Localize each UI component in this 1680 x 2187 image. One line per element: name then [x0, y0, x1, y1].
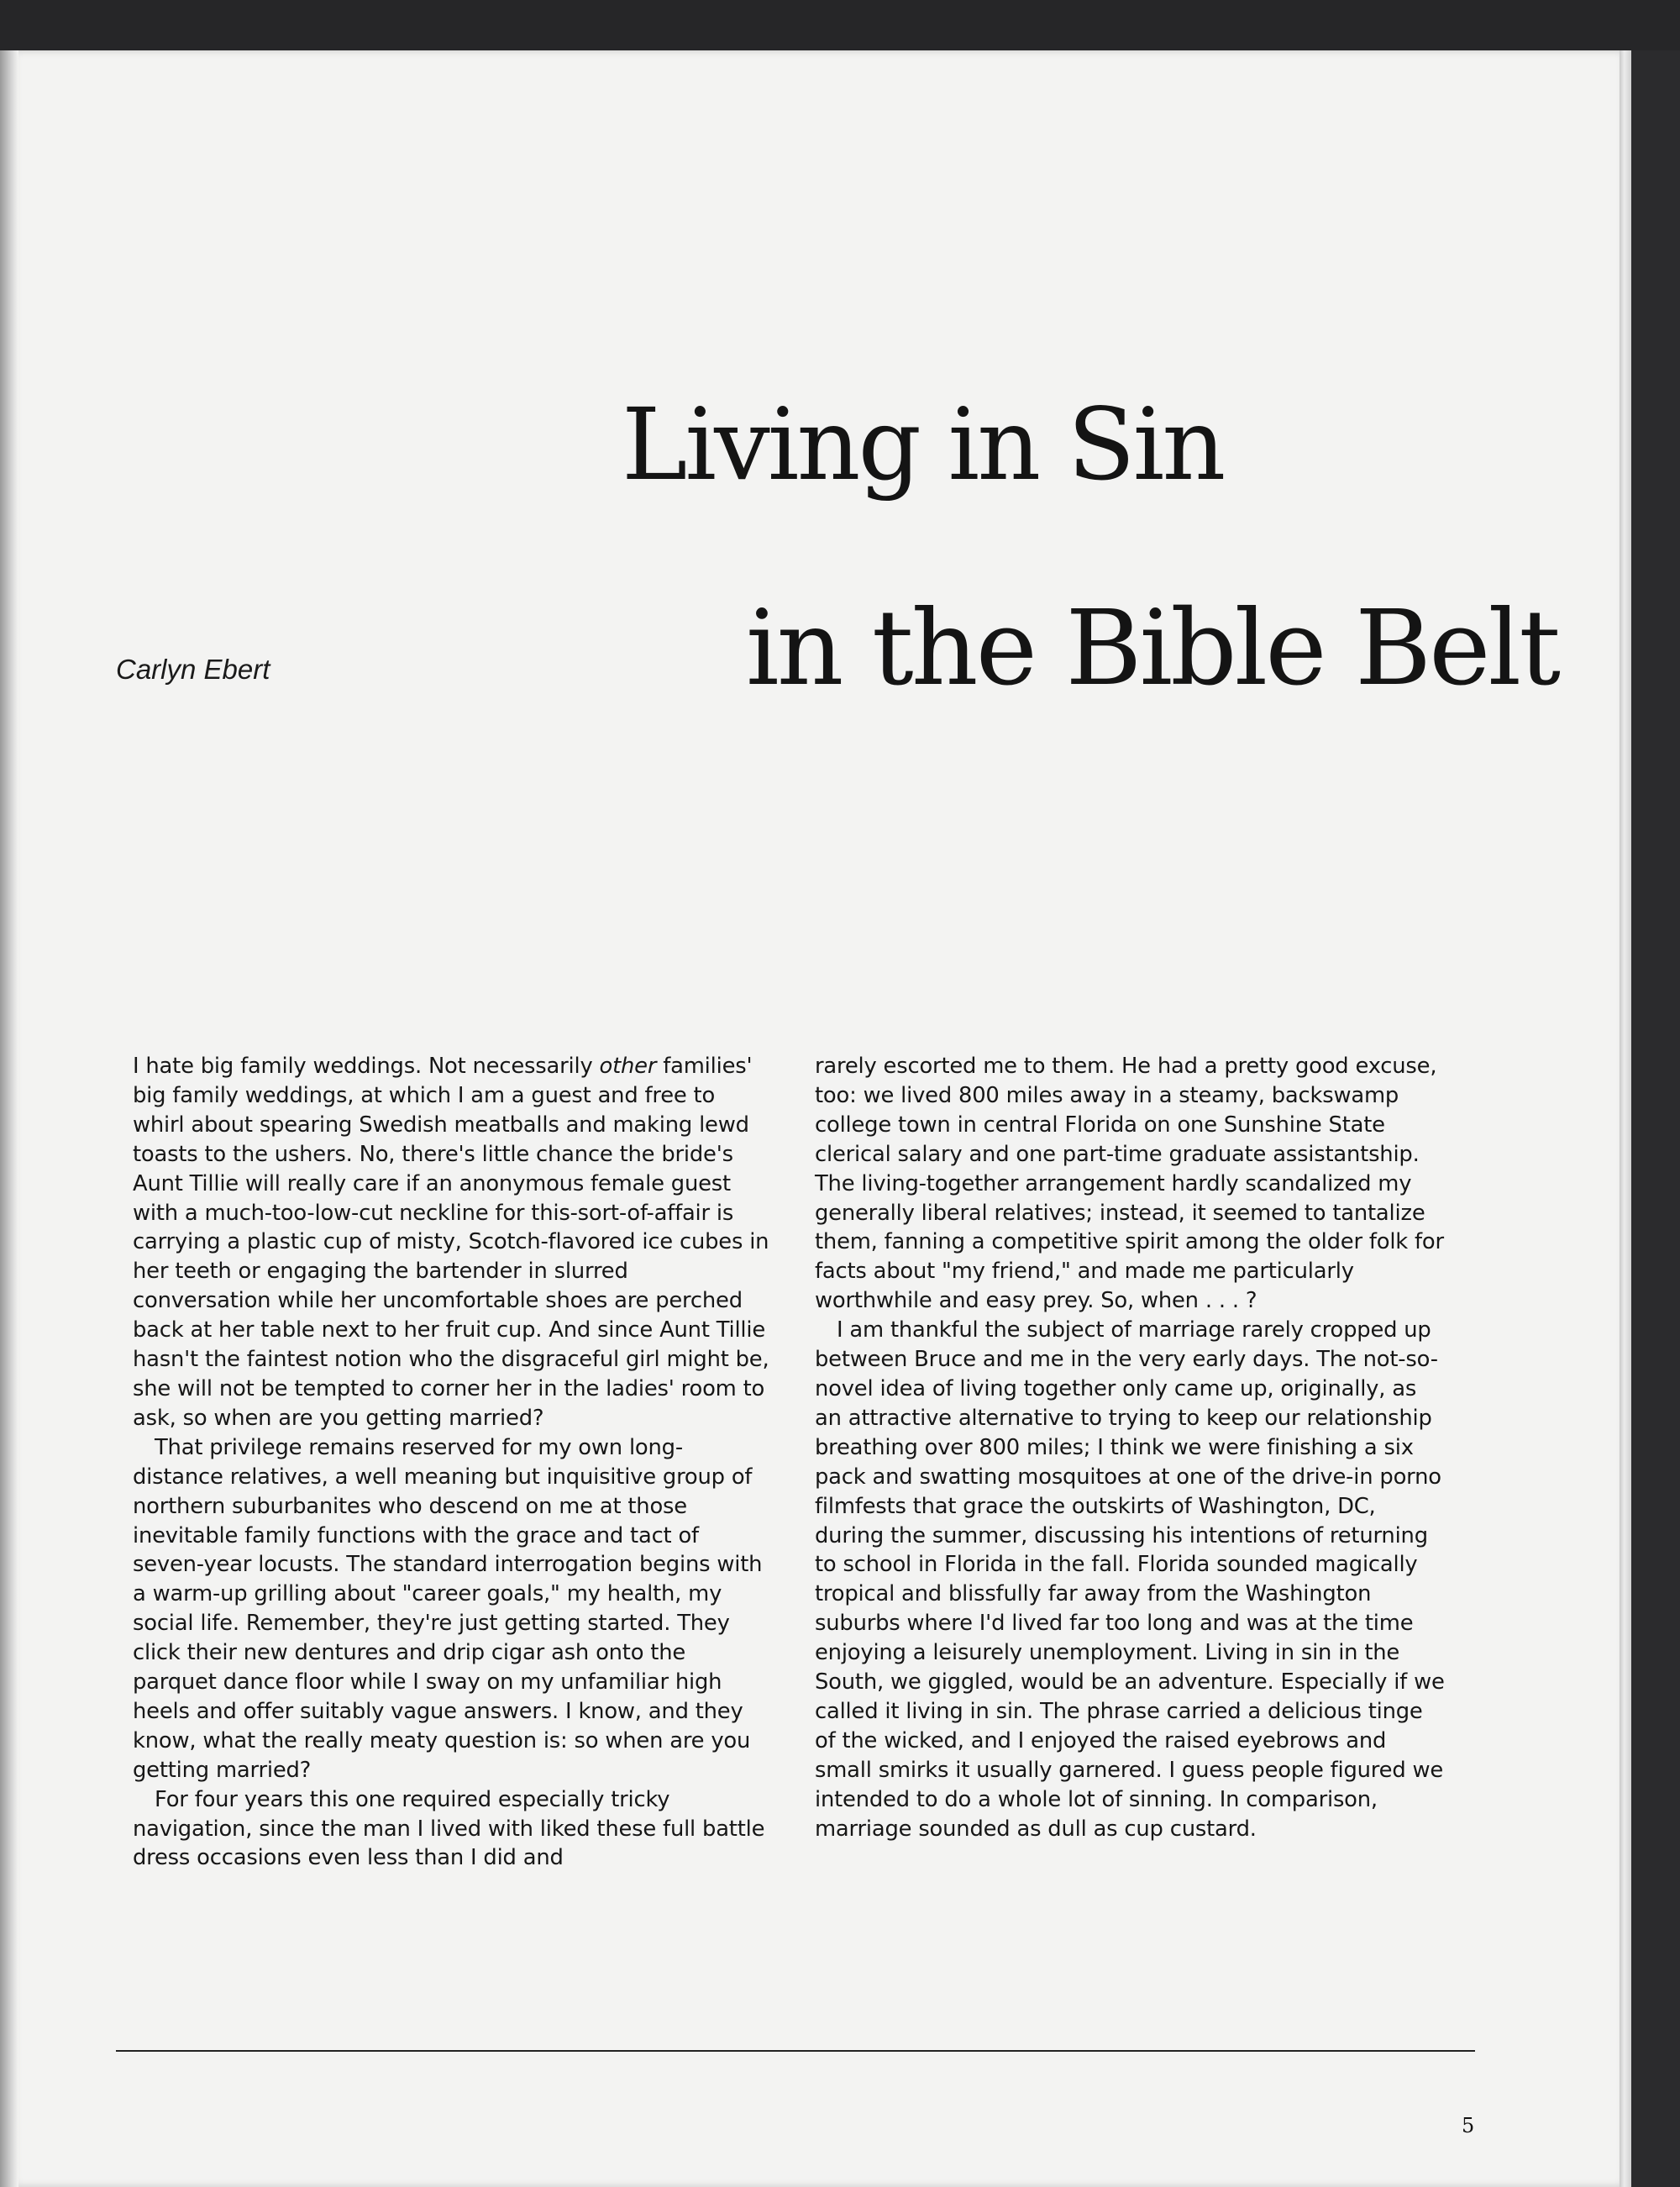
paragraph-text: families' big family weddings, at which I am a guest and free to whirl about spearing Swedish meatballs and making lewd toasts to the ushers. No, there's little chance the bride's Aunt Tillie will really care if an anonymous female guest with a much-too-low-cut neckline for this-sort-of-affair is carrying a plastic cup of misty, Scotch-flavored ice cubes in her teeth or engaging the bartender in slurred conversation while her uncomfortable shoes are perched back at her table next to her fruit cup. And since Aunt Tillie hasn't the faintest notion who the disgraceful girl might be, she will not be tempted to corner her in the ladies' room to ask, so when are you getting married? [133, 1054, 769, 1431]
footer-rule [116, 2050, 1475, 2052]
article-title-line-1: Living in Sin [622, 386, 1224, 502]
article-column-left [133, 1052, 771, 1873]
paragraph: I am thankful the subject of marriage rarely cropped up between Bruce and me in the very early days. The not-so-novel idea of living together only came up, originally, as an attractive alternative to trying to keep our relationship breathing over 800 miles; I think we were finishing a six pack and swatting mosquitoes at one of the drive-in porno filmfests that grace the outskirts of Washington, DC, during the summer, discussing his intentions of returning to school in Florida in the fall. Florida sounded magically tropical and blissfully far away from the Washington suburbs where I'd lived far too long and was at the time enjoying a leisurely unemployment. Living in sin in the South, we giggled, would be an adventure. Especially if we called it living in sin. The phrase carried a delicious tinge of the wicked, and I enjoyed the raised eyebrows and small smirks it usually garnered. I guess people figured we intended to do a whole lot of sinning. In comparison, marriage sounded as dull as cup custard. [815, 1317, 1445, 1842]
scan-background [0, 0, 1680, 50]
page-edge [1620, 50, 1631, 2187]
article-title-line-2: in the Bible Belt [746, 588, 1559, 709]
paragraph: rarely escorted me to them. He had a pretty good excuse, too: we lived 800 miles away in a steamy, backswamp college town in central Florida on one Sunshine State clerical salary and one part-time graduate assistantship. The living-together arrangement hardly scandalized my generally liberal relatives; instead, it seemed to tantalize them, fanning a competitive spirit among the older folk for facts about "my friend," and made me particularly worthwhile and easy prey. So, when . . . ? [815, 1054, 1444, 1314]
author-byline: Carlyn Ebert [116, 654, 270, 685]
page-number: 5 [1462, 2114, 1475, 2137]
paragraph: For four years this one required especially tricky navigation, since the man I lived with liked these full battle dress occasions even less than I did and [133, 1786, 765, 1871]
article-column-right [815, 1052, 1445, 1843]
paragraph: That privilege remains reserved for my own long-distance relatives, a well meaning but inquisitive group of northern suburbanites who descend on me at those inevitable family functions with the grace and tact of seven-year locusts. The standard interrogation begins with a warm-up grilling about "career goals," my health, my social life. Remember, they're just getting started. They click their new dentures and drip cigar ash onto the parquet dance floor while I sway on my unfamiliar high heels and offer suitably vague answers. I know, and they know, what the really meaty question is: so when are you getting married? [133, 1434, 763, 1783]
paragraph [133, 1052, 771, 1433]
page-spine-shadow [0, 50, 18, 2187]
emphasis-text: other [599, 1054, 657, 1079]
paragraph-text: I hate big family weddings. Not necessarily [133, 1054, 600, 1079]
